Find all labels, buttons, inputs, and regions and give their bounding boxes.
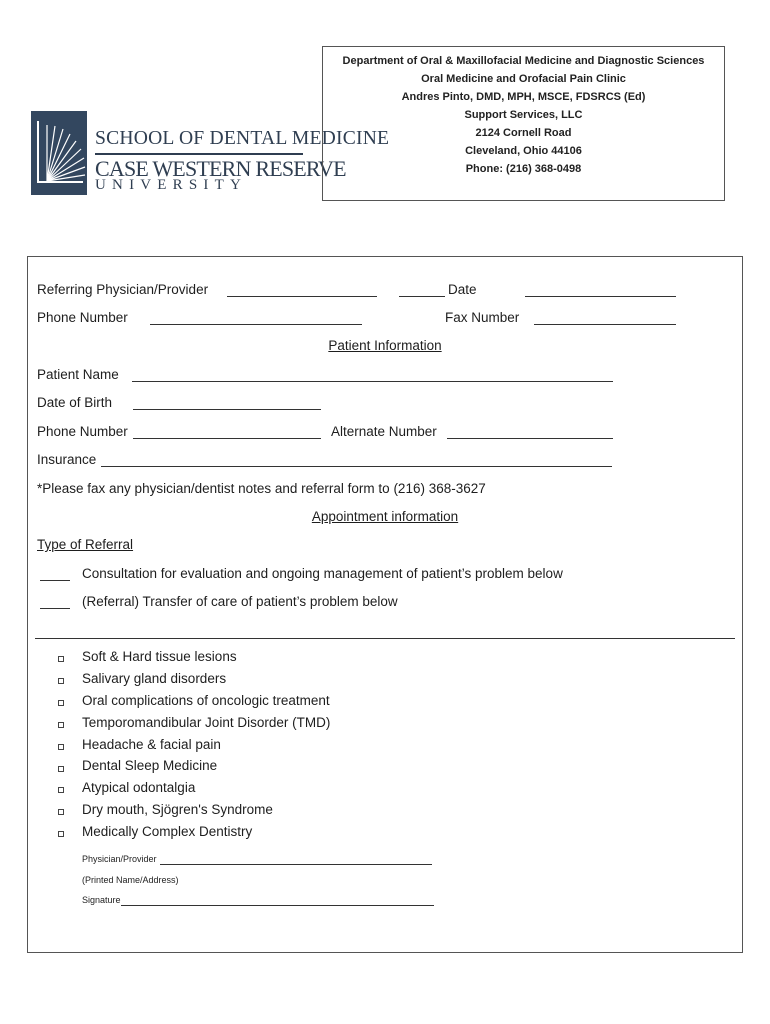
date-field[interactable] [525,296,676,297]
address-line: Phone: (216) 368-0498 [465,163,582,175]
logo-university-name: CASE WESTERN RESERVE [95,156,346,181]
signature-label: Signature [82,895,121,905]
condition-checkbox[interactable] [58,656,64,662]
physician-provider-field[interactable] [160,864,432,865]
printed-name-label: (Printed Name/Address) [82,875,179,885]
condition-checkbox[interactable] [58,809,64,815]
fax-note: *Please fax any physician/dentist notes and referral form to (216) 368-3627 [37,481,486,496]
date-label: Date [448,282,477,297]
type-of-referral-heading: Type of Referral [37,537,134,552]
consultation-checkbox-line[interactable] [40,580,70,581]
patient-phone-label: Phone Number [37,424,128,439]
referring-physician-field[interactable] [227,296,377,297]
logo-school-name: SCHOOL OF DENTAL MEDICINE [95,127,390,149]
transfer-option-label: (Referral) Transfer of care of patient’s problem below [82,594,398,609]
patient-information-heading: Patient Information [328,338,442,353]
condition-checkbox[interactable] [58,722,64,728]
condition-checkbox[interactable] [58,678,64,684]
condition-label: Dental Sleep Medicine [82,758,218,773]
address-line: Support Services, LLC [464,109,583,121]
condition-checkbox[interactable] [58,700,64,706]
address-line: Cleveland, Ohio 44106 [465,145,582,157]
fax-number-label: Fax Number [445,310,520,325]
address-line: 2124 Cornell Road [475,127,572,139]
university-logo [31,111,390,197]
condition-label: Salivary gland disorders [82,671,227,686]
condition-label: Temporomandibular Joint Disorder (TMD) [82,715,331,730]
alternate-number-field[interactable] [447,438,613,439]
logo-divider [95,153,303,155]
condition-label: Headache & facial pain [82,737,221,752]
phone-number-field[interactable] [150,324,362,325]
date-of-birth-field[interactable] [133,409,321,410]
condition-checkbox[interactable] [58,787,64,793]
insurance-field[interactable] [101,466,612,467]
condition-label: Oral complications of oncologic treatment [82,693,330,708]
address-line: Oral Medicine and Orofacial Pain Clinic [421,73,626,85]
phone-number-label: Phone Number [37,310,128,325]
patient-name-label: Patient Name [37,367,119,382]
logo-university-word: UNIVERSITY [95,177,247,193]
signature-field[interactable] [121,905,434,906]
patient-name-field[interactable] [132,381,613,382]
appointment-information-heading: Appointment information [311,509,459,524]
condition-label: Atypical odontalgia [82,780,196,795]
transfer-checkbox-line[interactable] [40,608,70,609]
condition-label: Dry mouth, Sjögren's Syndrome [82,802,273,817]
section-divider [35,638,735,639]
consultation-option-label: Consultation for evaluation and ongoing management of patient’s problem below [82,566,563,581]
condition-checkbox[interactable] [58,744,64,750]
condition-checkbox[interactable] [58,831,64,837]
address-line: Andres Pinto, DMD, MPH, MSCE, FDSRCS (Ed) [401,91,646,103]
fax-number-field[interactable] [534,324,676,325]
condition-label: Soft & Hard tissue lesions [82,649,237,664]
clinic-address-box [322,46,725,201]
condition-checkbox[interactable] [58,766,64,772]
address-line: Department of Oral & Maxillofacial Medicine and Diagnostic Sciences [342,55,705,67]
date-of-birth-label: Date of Birth [37,395,113,410]
patient-phone-field[interactable] [133,438,321,439]
sunburst-logo-icon [31,111,87,195]
date-prefix-field[interactable] [399,296,445,297]
referring-physician-label: Referring Physician/Provider [37,282,209,297]
physician-provider-label: Physician/Provider [82,854,157,864]
alternate-number-label: Alternate Number [331,424,437,439]
condition-label: Medically Complex Dentistry [82,824,253,839]
insurance-label: Insurance [37,452,97,467]
